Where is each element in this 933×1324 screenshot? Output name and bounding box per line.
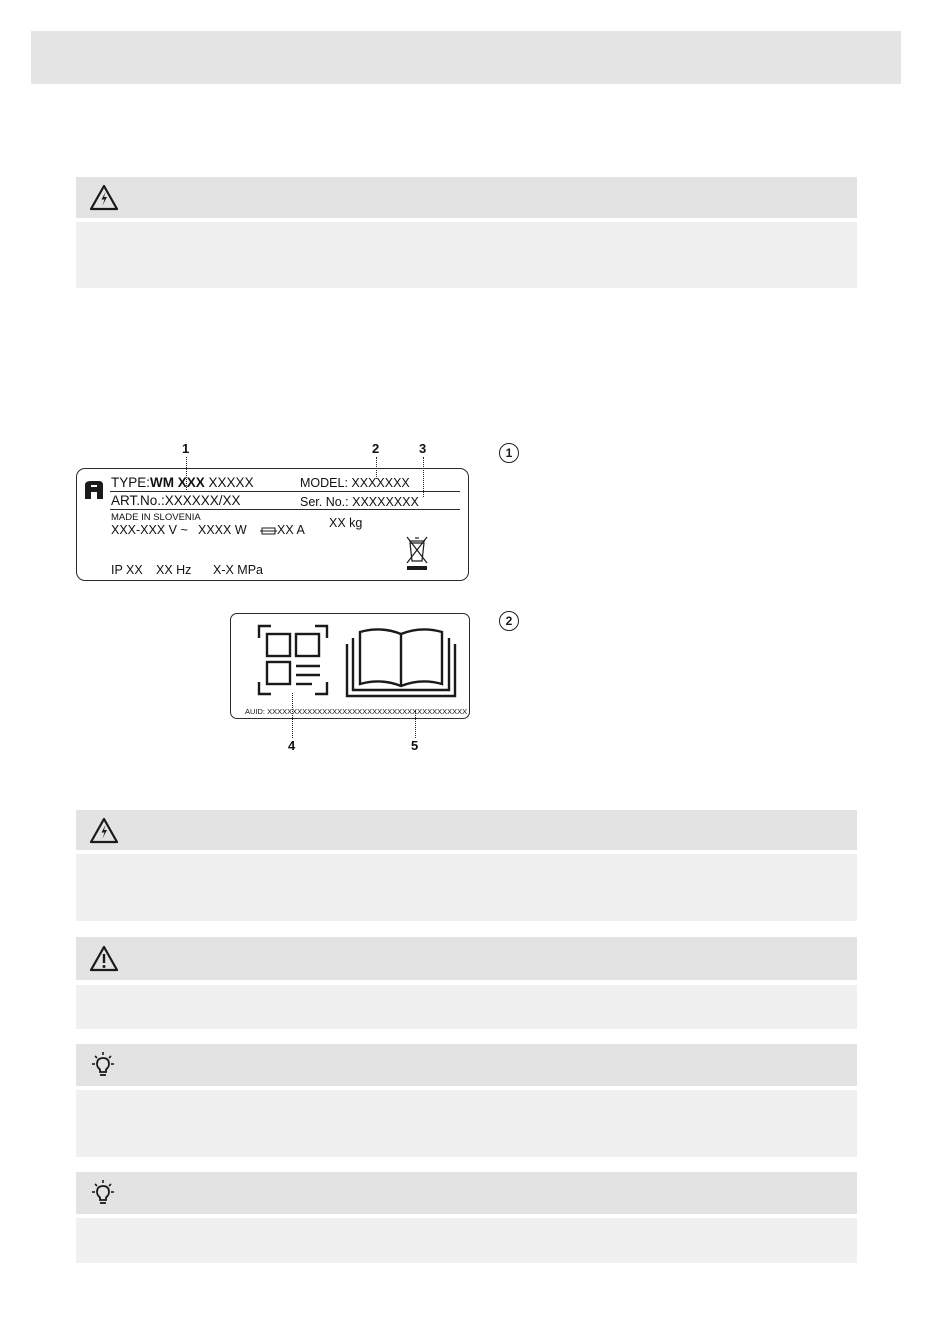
warning-notice-header: [76, 177, 857, 218]
power-text: XXXX W: [198, 523, 247, 537]
manual-book-icon: [345, 624, 457, 703]
page-header-bar: [31, 31, 901, 84]
callout-4-line: [292, 693, 293, 738]
lightbulb-tip-icon: [89, 1180, 117, 1206]
type-prefix: TYPE:: [111, 475, 151, 490]
warning-notice-header-2: [76, 810, 857, 850]
callout-3: 3: [419, 441, 427, 456]
frequency-text: XX Hz: [156, 563, 192, 577]
type-model: WM XXX: [150, 475, 205, 490]
warning-notice-body-2: [76, 854, 857, 921]
divider-1: [110, 491, 460, 492]
model-text: MODEL: XXXXXXX: [300, 476, 410, 490]
electric-shock-warning-icon: [89, 184, 119, 211]
brand-logo: [83, 479, 105, 506]
weee-crossed-bin-icon: [405, 535, 429, 578]
ser-no-text: Ser. No.: XXXXXXXX: [300, 495, 419, 509]
figure-number-1: 1: [499, 443, 519, 463]
current-text: XX A: [277, 523, 305, 537]
fuse-icon: [260, 524, 277, 538]
ip-text: IP XX: [111, 563, 143, 577]
tip-notice-body-2: [76, 1218, 857, 1263]
voltage-text: XXX-XXX V ~: [111, 523, 188, 537]
figure-number-2: 2: [499, 611, 519, 631]
caution-notice-header: [76, 937, 857, 980]
callout-4: 4: [288, 738, 296, 753]
auid-text: AUID: XXXXXXXXXXXXXXXXXXXXXXXXXXXXXXXXXXXXXXXX: [245, 707, 468, 716]
rating-plate: [76, 468, 469, 581]
art-no-text: ART.No.:XXXXXX/XX: [111, 493, 241, 508]
weight-text: XX kg: [329, 516, 363, 530]
made-in-text: MADE IN SLOVENIA: [111, 512, 201, 523]
qr-label: [230, 613, 470, 719]
qr-code-icon: [257, 624, 329, 701]
electric-shock-warning-icon: [89, 817, 119, 844]
callout-1: 1: [182, 441, 190, 456]
callout-5: 5: [411, 738, 419, 753]
type-line: [111, 475, 254, 490]
callout-5-line: [415, 710, 416, 738]
pressure-text: X-X MPa: [213, 563, 264, 577]
caution-notice-body: [76, 985, 857, 1029]
tip-notice-header-2: [76, 1172, 857, 1214]
callout-2: 2: [372, 441, 380, 456]
caution-triangle-icon: [89, 945, 119, 972]
tip-notice-header: [76, 1044, 857, 1086]
divider-2: [110, 509, 460, 510]
warning-notice-body: [76, 222, 857, 288]
type-suffix: XXXXX: [208, 475, 254, 490]
current-line: [260, 523, 305, 538]
lightbulb-tip-icon: [89, 1052, 117, 1078]
tip-notice-body: [76, 1090, 857, 1157]
